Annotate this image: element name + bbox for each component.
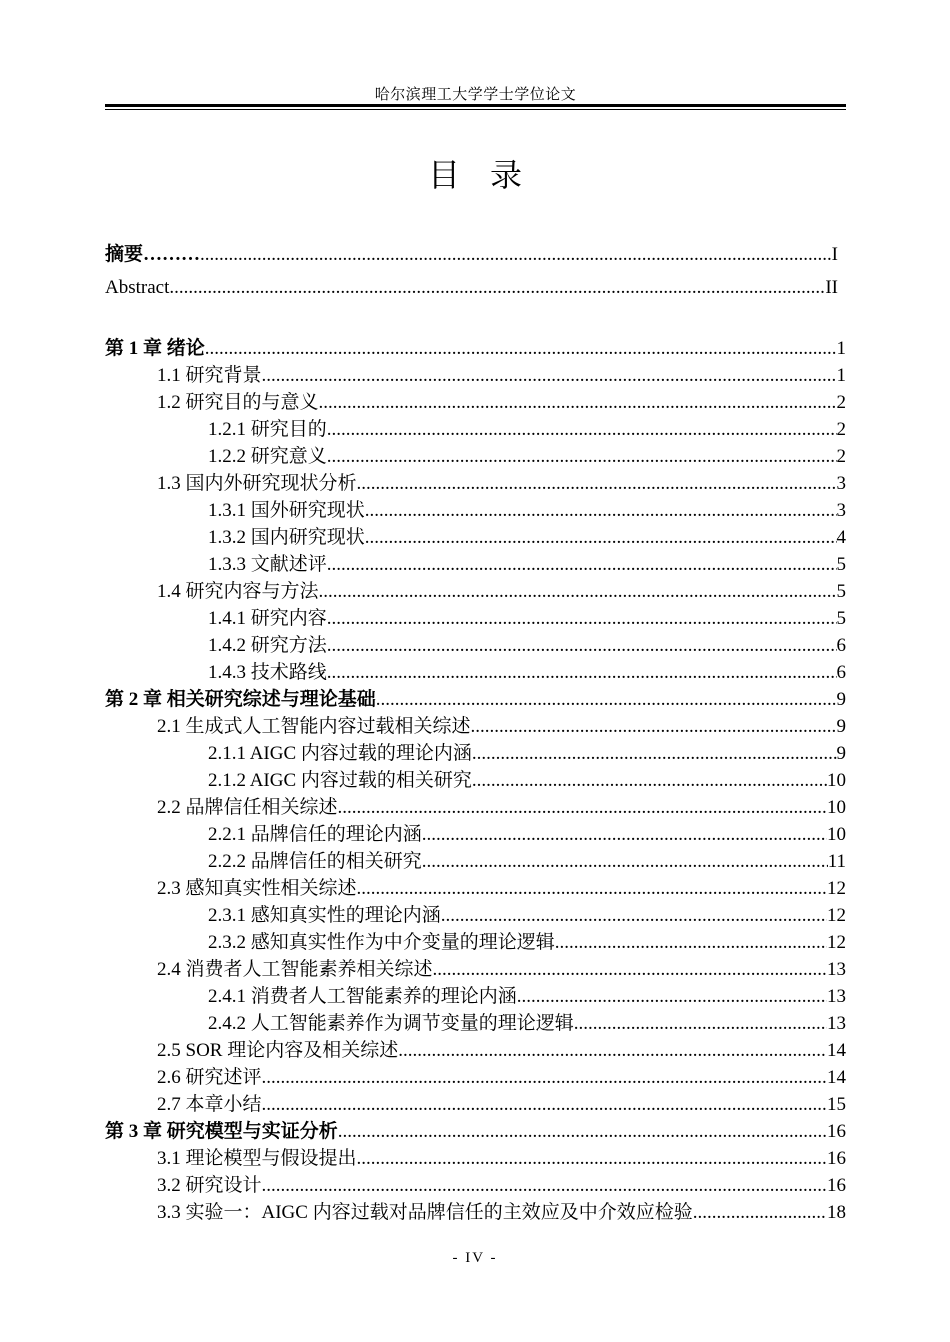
toc-entry[interactable]: 2.3.1 感知真实性的理论内涵 ..... 12 [208, 903, 846, 929]
toc-entry[interactable]: 2.2.1 品牌信任的理论内涵 ..... 10 [208, 822, 846, 848]
toc-entry[interactable]: 1.4.3 技术路线 ..... 6 [208, 660, 846, 686]
toc-entry[interactable]: 第 1 章 绪论 ..... 1 [105, 336, 846, 362]
toc-entry[interactable]: 第 2 章 相关研究综述与理论基础 ..... 9 [105, 687, 846, 713]
toc-entry[interactable]: 3.2 研究设计 ..... 16 [157, 1173, 846, 1199]
toc-entry[interactable]: 1.4 研究内容与方法 ..... 5 [157, 579, 846, 605]
header-rule-thin [105, 109, 846, 110]
toc-entry[interactable]: 1.2.1 研究目的 ..... 2 [208, 417, 846, 443]
toc-entry[interactable]: 2.4.1 消费者人工智能素养的理论内涵 ..... 13 [208, 984, 846, 1010]
toc-entry[interactable]: Abstract ..... II [105, 275, 838, 301]
running-header: 哈尔滨理工大学学士学位论文 [374, 87, 577, 103]
toc-entry[interactable]: 摘要……… ..... I [105, 242, 838, 268]
toc-entry[interactable]: 2.2.2 品牌信任的相关研究 ..... 11 [208, 849, 846, 875]
toc-entry[interactable]: 1.3 国内外研究现状分析 ..... 3 [157, 471, 846, 497]
toc-entry[interactable]: 1.3.3 文献述评 ..... 5 [208, 552, 846, 578]
toc-entry[interactable]: 2.4.2 人工智能素养作为调节变量的理论逻辑 ..... 13 [208, 1011, 846, 1037]
toc-entry[interactable]: 1.2.2 研究意义 ..... 2 [208, 444, 846, 470]
toc-entry[interactable]: 3.1 理论模型与假设提出 ..... 16 [157, 1146, 846, 1172]
page-title: 目录 [427, 157, 552, 193]
toc-entry[interactable]: 1.4.2 研究方法 ..... 6 [208, 633, 846, 659]
toc-entry[interactable]: 2.4 消费者人工智能素养相关综述 ..... 13 [157, 957, 846, 983]
toc-entry[interactable]: 2.5 SOR 理论内容及相关综述 ..... 14 [157, 1038, 846, 1064]
toc-entry[interactable]: 1.3.2 国内研究现状 ..... 4 [208, 525, 846, 551]
toc-entry[interactable]: 1.4.1 研究内容 ..... 5 [208, 606, 846, 632]
toc-entry[interactable]: 2.3.2 感知真实性作为中介变量的理论逻辑 ..... 12 [208, 930, 846, 956]
toc-entry[interactable]: 2.1.1 AIGC 内容过载的理论内涵 ..... 9 [208, 741, 846, 767]
header-rule-thick [105, 104, 846, 107]
toc-entry[interactable]: 第 3 章 研究模型与实证分析 ..... 16 [105, 1119, 846, 1145]
toc-entry[interactable]: 3.3 实验一：AIGC 内容过载对品牌信任的主效应及中介效应检验 ..... 18 [157, 1200, 846, 1226]
toc-entry[interactable]: 2.3 感知真实性相关综述 ..... 12 [157, 876, 846, 902]
toc-entry[interactable]: 1.2 研究目的与意义 ..... 2 [157, 390, 846, 416]
toc-entry[interactable]: 2.1 生成式人工智能内容过载相关综述 ..... 9 [157, 714, 846, 740]
toc-entry[interactable]: 2.7 本章小结 ..... 15 [157, 1092, 846, 1118]
page-number: - IV - [452, 1250, 498, 1266]
toc-entry[interactable]: 2.1.2 AIGC 内容过载的相关研究 ..... 10 [208, 768, 846, 794]
toc-entry[interactable]: 1.1 研究背景 ..... 1 [157, 363, 846, 389]
toc-entry[interactable]: 2.6 研究述评 ..... 14 [157, 1065, 846, 1091]
toc-entry[interactable]: 2.2 品牌信任相关综述 ..... 10 [157, 795, 846, 821]
toc-entry[interactable]: 1.3.1 国外研究现状 ..... 3 [208, 498, 846, 524]
